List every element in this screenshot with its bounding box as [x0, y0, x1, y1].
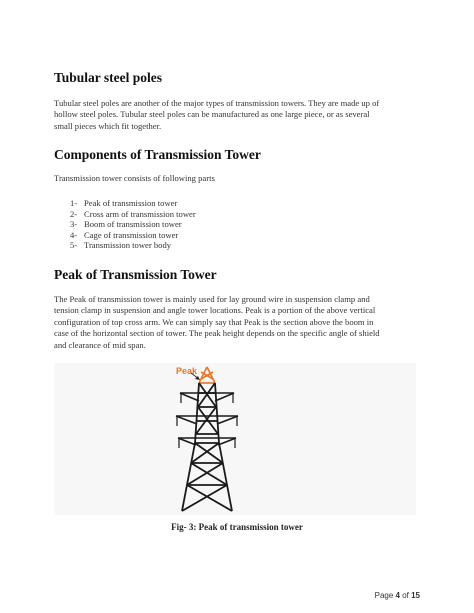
peak-label: Peak — [176, 366, 198, 376]
list-item — [70, 230, 196, 241]
list-item — [70, 209, 196, 220]
paragraph-peak — [54, 294, 420, 351]
paragraph-components-intro: Transmission tower consists of following parts — [54, 173, 215, 183]
heading-components: Components of Transmission Tower — [54, 147, 261, 162]
list-text: Cross arm of transmission tower — [84, 208, 196, 219]
list-number: 4- — [70, 229, 78, 240]
text-line: case of the horizontal section of tower. The peak height depends on the specific angle of shield — [54, 328, 380, 339]
list-number: 3- — [70, 219, 78, 230]
list-item — [70, 219, 196, 230]
text-line: small pieces which fit together. — [54, 120, 162, 131]
page-number — [375, 591, 420, 600]
transmission-tower-illustration — [54, 363, 416, 515]
list-text: Cage of transmission tower — [84, 229, 179, 240]
heading-tubular-steel-poles: Tubular steel poles — [54, 70, 163, 85]
page-of: of — [399, 591, 412, 600]
heading-peak: Peak of Transmission Tower — [54, 267, 217, 282]
text-line: Tubular steel poles are another of the major types of transmission towers. They are made up of — [54, 98, 380, 108]
list-item — [70, 198, 196, 209]
list-text: Peak of transmission tower — [84, 198, 178, 208]
current-page: 4 — [395, 591, 400, 600]
total-pages: 15 — [411, 591, 420, 600]
list-number: 1- — [70, 198, 78, 208]
figure-caption: Fig- 3: Peak of transmission tower — [171, 522, 303, 532]
text-line: configuration of top cross arm. We can simply say that Peak is the section above the boom in — [54, 316, 374, 327]
text-line: and clearance of mid span. — [54, 339, 146, 350]
tower-body — [182, 383, 232, 511]
transmission-tower-figure — [54, 363, 416, 515]
text-line: The Peak of transmission tower is mainly used for lay ground wire in suspension clamp and — [54, 294, 370, 304]
list-text: Boom of transmission tower — [84, 219, 182, 230]
text-line: tension clamp in suspension and angle tower locations. Peak is a portion of the above vertical — [54, 305, 376, 316]
text-line: hollow steel poles. Tubular steel poles can be manufactured as one large piece, or as several — [54, 109, 370, 120]
list-text: Transmission tower body — [84, 240, 172, 251]
page-prefix: Page — [374, 591, 396, 600]
paragraph-tubular-steel-poles — [54, 98, 420, 132]
list-number: 5- — [70, 240, 78, 251]
tower-peak — [199, 367, 215, 383]
list-number: 2- — [70, 208, 78, 219]
list-item — [70, 240, 196, 251]
components-list — [70, 198, 196, 251]
